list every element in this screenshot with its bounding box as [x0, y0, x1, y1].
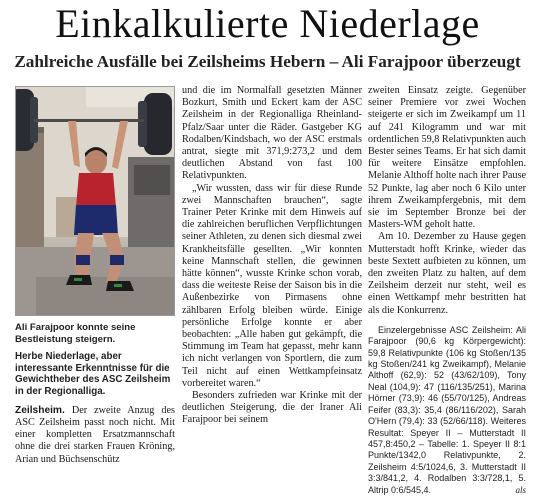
dateline: Zeilsheim.: [15, 404, 65, 416]
photo-caption: Ali Farajpoor konnte seine Bestleistung steigern.: [15, 322, 136, 345]
column-1-text: Der zweite Anzug des ASC Zeilsheim passt noch nicht. Mit einer kompletten Ersatzmannschaft ohne die drei starken Frauen Kröning, Arian und Büchsenschütz: [15, 404, 175, 465]
paragraph: zweiten Einsatz zeigte. Gegenüber seiner Premiere vor zwei Wochen steigerte er sich im Zweikampf um 11 auf 241 Kilogramm und war mit ordentlichen 59,8 Relativpunkten auch Bester seines Teams. Er hat sich damit für weitere Einsätze empfohlen. Melanie Althoff holte nach ihrer Pause 52 Punkte, lag aber noch 6 Kilo unter ihrem Zweikampfergebnis, mit dem sie im September Bronze bei der Masters-WM geholt hatte.: [368, 85, 526, 231]
results-box: [368, 325, 526, 496]
headline: Einkalkulierte Niederlage: [55, 1, 480, 46]
weightlifter-illustration: [16, 87, 175, 316]
author-initials: als: [515, 484, 526, 495]
paragraph: Besonders zufrieden war Krinke mit der deutlichen Steigerung, die der Iraner Ali Farajpoor bei seinem: [182, 390, 362, 426]
column-3: [368, 85, 526, 496]
subheadline: Zahlreiche Ausfälle bei Zeilsheims Hebern – Ali Farajpoor überzeugt: [14, 52, 521, 71]
paragraph: und die im Normalfall gesetzten Männer Bozkurt, Smith und Eckert kam der ASC Zeilsheim in der Regionalliga Rheinland-Pfalz/Saar unter die Räder. Gastgeber KG Rodalben/Kindsbach, wo der ASC erstmals antrat, siegte mit 371,9:273,2 und dem deutlichen Abstand von fast 100 Relativpunkten.: [182, 85, 362, 182]
column-2: [182, 85, 362, 427]
column-1-body: [15, 405, 175, 466]
column-1: [15, 86, 175, 466]
article-lead: Herbe Niederlage, aber interessante Erkenntnisse für die Gewichtheber des ASC Zeilsheim in der Regionalliga.: [15, 351, 171, 398]
paragraph: „Wir wussten, dass wir für diese Runde zwei Mannschaften brauchen“, sagte Trainer Peter Krinke mit dem Hinweis auf die zahlreichen beruflichen Verpflichtungen seiner Athleten, zu denen sich diesmal zwei Krankheitsfälle gesellten. „Wir konnten keine Mannschaft stellen, die gewinnen hätte können“, wusste Krinke schon vorab, dass die weiteste Reise der Saison bis in die Außenbezirke von Pirmasens ohne zählbaren Erfolg bleiben würde. Einige persönliche Erfolge konnte er aber beobachten: „Alle haben gut gekämpft, die Stimmung im Team hat gepasst, mehr kann ich nicht verlangen von Sportlern, die zum Teil nicht auf einen Wettkampfeinsatz vorbereitet waren.“: [182, 182, 362, 389]
paragraph: Am 10. Dezember zu Hause gegen Mutterstadt hofft Krinke, wieder das beste Sextett aufbieten zu können, um den zweiten Platz zu halten, auf dem Zeilsheim derzeit nur steht, weil es einen Wettkampf mehr bestritten hat als die Konkurrenz.: [368, 231, 526, 316]
results-text: Einzelergebnisse ASC Zeilsheim: Ali Farajpoor (90,6 kg Körpergewicht): 59,8 Relativpunkte (106 kg Stoßen/135 kg Stoßen/241 kg Zweikampf), Melanie Althoff (62,9): 52 (43/62/109), Tony Neal (104,9): 47 (116/135/251), Marina Hörner (73,9): 46 (55/70/125), Andreas Feifer (83,3): 35,4 (86/116/202), Sarah O'Hern (79,4): 33 (52/66/118). Weiteres Resultat: Speyer II – Mutterstadt II 457,8:450,2 – Tabelle: 1. Speyer II 8:1 Punkte/1342,0 Relativpunkte, 2. Zeilsheim 4:5/1024,6, 3. Mutterstadt II 3:3/841,2, 4. Rodalben 3:3/728,1, 5. Altrip 0:6/545,4.: [368, 324, 526, 495]
weightlifter-photo: [15, 86, 175, 316]
